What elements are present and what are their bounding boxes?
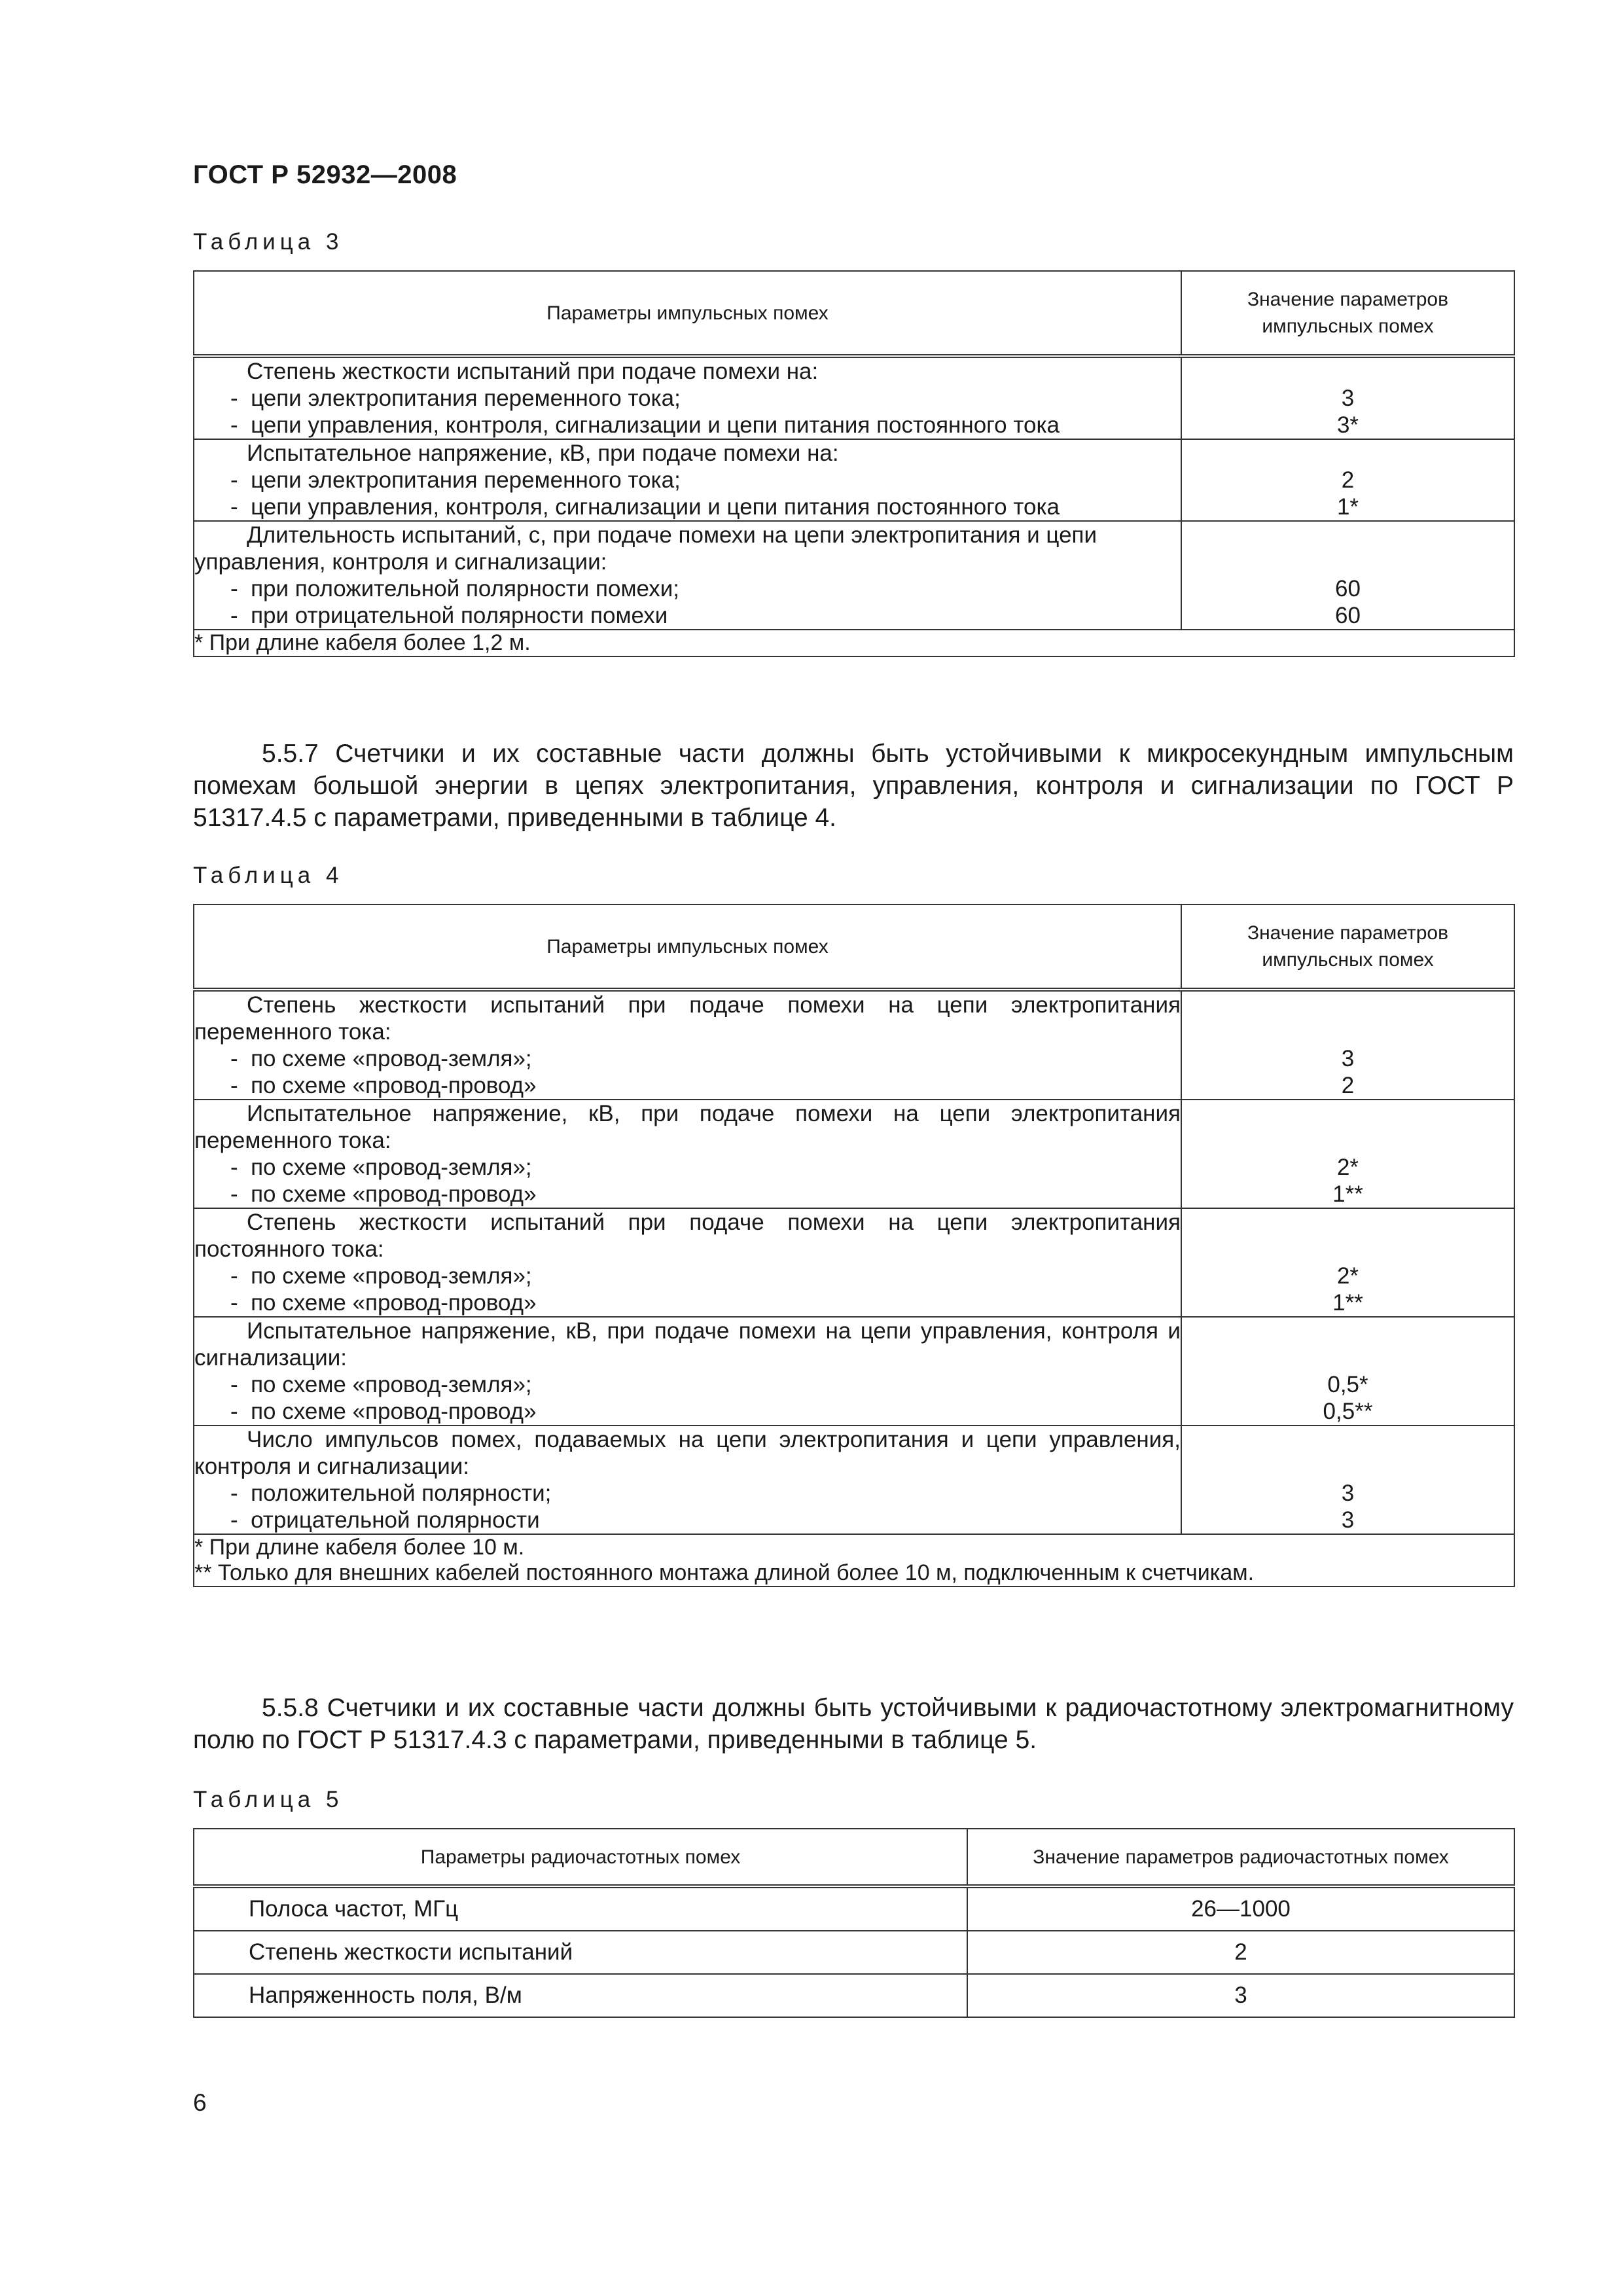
table4-row-item-text: положительной полярности; <box>251 1480 552 1506</box>
clause-5-5-7 <box>193 738 1514 834</box>
table-5-value-cell: 26—1000 <box>967 1886 1514 1931</box>
table4-row-item: - по схеме «провод-земля»; <box>230 1155 532 1180</box>
table-4-body <box>194 990 1514 1587</box>
table-3-caption: Таблица 3 <box>193 229 344 255</box>
table4-footnote: ** Только для внешних кабелей постоянного монтажа длиной более 10 м, подключенным к счетчикам. <box>194 1560 1255 1585</box>
table3-row-lead <box>194 440 1181 467</box>
table-3-col-values-line2: импульсных помех <box>1262 315 1434 337</box>
table3-row-item: - цепи электропитания переменного тока; <box>230 467 681 493</box>
table3-value-cell <box>1181 439 1514 521</box>
table-5-header-row <box>194 1829 1514 1886</box>
table3-row-lead-text: Испытательное напряжение, кВ, при подаче помехи на: <box>247 440 839 466</box>
table3-row <box>194 521 1514 630</box>
table3-row-item: - при положительной полярности помехи; <box>230 576 680 601</box>
table4-value-cell <box>1181 1426 1514 1534</box>
table4-row <box>194 1317 1514 1426</box>
table-4-col-values-line2: импульсных помех <box>1262 949 1434 971</box>
table-5-col-params: Параметры радиочастотных помех <box>194 1829 967 1886</box>
table-5 <box>193 1828 1515 2018</box>
table4-row-item-text: по схеме «провод-провод» <box>251 1181 537 1207</box>
table3-row-item-text: цепи управления, контроля, сигнализации и цепи питания постоянного тока <box>251 494 1060 520</box>
clause-5-5-8-text: 5.5.8 Счетчики и их составные части должны быть устойчивыми к радиочастотному электромагнитному полю по ГОСТ Р 51317.4.3 с параметрами, приведенными в таблице 5. <box>193 1694 1514 1754</box>
table-5-caption: Таблица 5 <box>193 1787 344 1812</box>
table3-footnotes <box>194 630 1514 656</box>
table3-row-lead-text: Длительность испытаний, с, при подаче помехи на цепи электропитания и цепи <box>247 522 1097 548</box>
table3-row-lead <box>194 358 1181 385</box>
table-5-param-cell: Полоса частот, МГц <box>194 1886 967 1931</box>
table-4-col-params: Параметры импульсных помех <box>194 905 1181 990</box>
table-3-col-params: Параметры импульсных помех <box>194 271 1181 356</box>
table4-param-cell <box>194 990 1181 1100</box>
table-3-header-row <box>194 271 1514 356</box>
table4-row-lead-text: Испытательное напряжение, кВ, при подаче помехи на цепи управления, контроля и сигнализации: <box>194 1318 1181 1371</box>
table3-footnote-row <box>194 630 1514 656</box>
table4-footnote: * При длине кабеля более 10 м. <box>194 1535 525 1560</box>
table3-row-item: - цепи управления, контроля, сигнализации и цепи питания постоянного тока <box>230 494 1060 520</box>
table4-row-item: - по схеме «провод-провод» <box>230 1073 537 1098</box>
table3-row-item-text: цепи электропитания переменного тока; <box>251 467 681 493</box>
table4-row-item: - по схеме «провод-земля»; <box>230 1372 532 1397</box>
table4-value-cell <box>1181 1100 1514 1208</box>
table-5-row <box>194 1974 1514 2017</box>
table4-row-item: - по схеме «провод-провод» <box>230 1399 537 1424</box>
table4-row-item-text: по схеме «провод-земля»; <box>251 1372 532 1397</box>
table3-row-item-text: цепи управления, контроля, сигнализации и цепи питания постоянного тока <box>251 412 1060 438</box>
table4-param-cell <box>194 1317 1181 1426</box>
table3-param-cell <box>194 356 1181 439</box>
table4-row-item: - отрицательной полярности <box>230 1507 540 1533</box>
table4-row-lead <box>194 992 1181 1045</box>
table4-value: 1** <box>1332 1290 1363 1316</box>
table-5-value-cell: 2 <box>967 1931 1514 1974</box>
table-5-col-values: Значение параметров радиочастотных помех <box>967 1829 1514 1886</box>
table4-value-cell <box>1181 990 1514 1100</box>
table4-row-item: - по схеме «провод-провод» <box>230 1290 537 1316</box>
table3-value: 2 <box>1341 467 1355 493</box>
table-4 <box>193 904 1515 1587</box>
table3-value-cell <box>1181 356 1514 439</box>
table-4-col-values <box>1181 905 1514 990</box>
table-5-param-cell: Напряженность поля, В/м <box>194 1974 967 2017</box>
table4-value-cell <box>1181 1317 1514 1426</box>
table4-value: 2 <box>1341 1073 1355 1098</box>
table4-row-lead <box>194 1209 1181 1263</box>
table3-row-item: - цепи управления, контроля, сигнализации и цепи питания постоянного тока <box>230 412 1060 438</box>
table3-value: 3 <box>1341 386 1355 411</box>
table-5-body <box>194 1886 1514 2017</box>
table-4-caption: Таблица 4 <box>193 863 344 888</box>
table4-row-item-text: по схеме «провод-провод» <box>251 1290 537 1316</box>
document-header: ГОСТ Р 52932—2008 <box>193 160 457 189</box>
table3-value: 60 <box>1335 603 1361 628</box>
page-number: 6 <box>193 2089 207 2116</box>
table3-footnote: * При длине кабеля более 1,2 м. <box>194 630 531 655</box>
table3-row <box>194 356 1514 439</box>
table4-row <box>194 1426 1514 1534</box>
table4-row <box>194 1208 1514 1317</box>
table4-value: 3 <box>1341 1046 1355 1071</box>
table4-row-item-text: отрицательной полярности <box>251 1507 540 1533</box>
table3-param-cell <box>194 521 1181 630</box>
table3-value-cell <box>1181 521 1514 630</box>
table4-value: 2* <box>1336 1155 1359 1180</box>
table4-row-lead <box>194 1100 1181 1154</box>
table4-value: 1** <box>1332 1181 1363 1207</box>
table4-value: 0,5* <box>1327 1372 1368 1397</box>
table3-row-item-text: цепи электропитания переменного тока; <box>251 386 681 411</box>
table4-row-lead-text: Степень жесткости испытаний при подаче помехи на цепи электропитания переменного тока: <box>194 992 1181 1045</box>
table-3-col-values <box>1181 271 1514 356</box>
table3-value: 60 <box>1335 576 1361 601</box>
table4-row-item-text: по схеме «провод-провод» <box>251 1073 537 1098</box>
table4-row-item: - по схеме «провод-земля»; <box>230 1263 532 1289</box>
table3-value: 3* <box>1336 412 1359 438</box>
table3-row-lead <box>194 522 1181 575</box>
table-4-header-row <box>194 905 1514 990</box>
table3-param-cell <box>194 439 1181 521</box>
table-3-body <box>194 356 1514 656</box>
table3-row-lead-text: Степень жесткости испытаний при подаче помехи на: <box>247 359 819 384</box>
table3-row-item-text: при положительной полярности помехи; <box>251 576 680 601</box>
table3-row-item-text: при отрицательной полярности помехи <box>251 603 668 628</box>
table4-row-lead <box>194 1426 1181 1480</box>
table4-row-item-text: по схеме «провод-земля»; <box>251 1263 532 1289</box>
table4-param-cell <box>194 1426 1181 1534</box>
table4-row-lead <box>194 1318 1181 1371</box>
table-5-row <box>194 1931 1514 1974</box>
table4-footnote-row <box>194 1534 1514 1587</box>
table3-row-item: - цепи электропитания переменного тока; <box>230 386 681 411</box>
table4-row-item: - по схеме «провод-земля»; <box>230 1046 532 1071</box>
table3-row <box>194 439 1514 521</box>
table4-value: 3 <box>1341 1480 1355 1506</box>
table4-row-lead-text: Испытательное напряжение, кВ, при подаче помехи на цепи электропитания переменного тока: <box>194 1101 1181 1153</box>
table4-value: 3 <box>1341 1507 1355 1533</box>
table-5-row <box>194 1886 1514 1931</box>
table4-row-item-text: по схеме «провод-земля»; <box>251 1046 532 1071</box>
table4-value: 0,5** <box>1323 1399 1373 1424</box>
table4-row-item-text: по схеме «провод-земля»; <box>251 1155 532 1180</box>
table4-param-cell <box>194 1208 1181 1317</box>
table3-value: 1* <box>1336 494 1359 520</box>
table-5-param-cell: Степень жесткости испытаний <box>194 1931 967 1974</box>
table-4-col-values-line1: Значение параметров <box>1247 922 1449 944</box>
table4-row-item: - по схеме «провод-провод» <box>230 1181 537 1207</box>
table4-row-lead-text: Степень жесткости испытаний при подаче помехи на цепи электропитания постоянного тока: <box>194 1210 1181 1262</box>
table4-footnotes <box>194 1534 1514 1587</box>
table4-value-cell <box>1181 1208 1514 1317</box>
table-3-col-values-line1: Значение параметров <box>1247 289 1449 310</box>
table3-row-item: - при отрицательной полярности помехи <box>230 603 668 628</box>
table3-row-lead-text: управления, контроля и сигнализации: <box>194 549 607 575</box>
table4-row <box>194 1100 1514 1208</box>
table-3 <box>193 270 1515 657</box>
table4-param-cell <box>194 1100 1181 1208</box>
clause-5-5-7-text: 5.5.7 Счетчики и их составные части должны быть устойчивыми к микросекундным импульсным помехам большой энергии в цепях электропитания, управления, контроля и сигнализации по ГОСТ Р 51317.4.5 с параметрами, приведенными в таблице 4. <box>193 740 1514 832</box>
table4-row-item: - положительной полярности; <box>230 1480 552 1506</box>
table4-row-lead-text: Число импульсов помех, подаваемых на цепи электропитания и цепи управления, контроля и сигнализации: <box>194 1427 1181 1479</box>
table-5-value-cell: 3 <box>967 1974 1514 2017</box>
table4-row-item-text: по схеме «провод-провод» <box>251 1399 537 1424</box>
table4-value: 2* <box>1336 1263 1359 1289</box>
clause-5-5-8 <box>193 1692 1514 1756</box>
table4-row <box>194 990 1514 1100</box>
